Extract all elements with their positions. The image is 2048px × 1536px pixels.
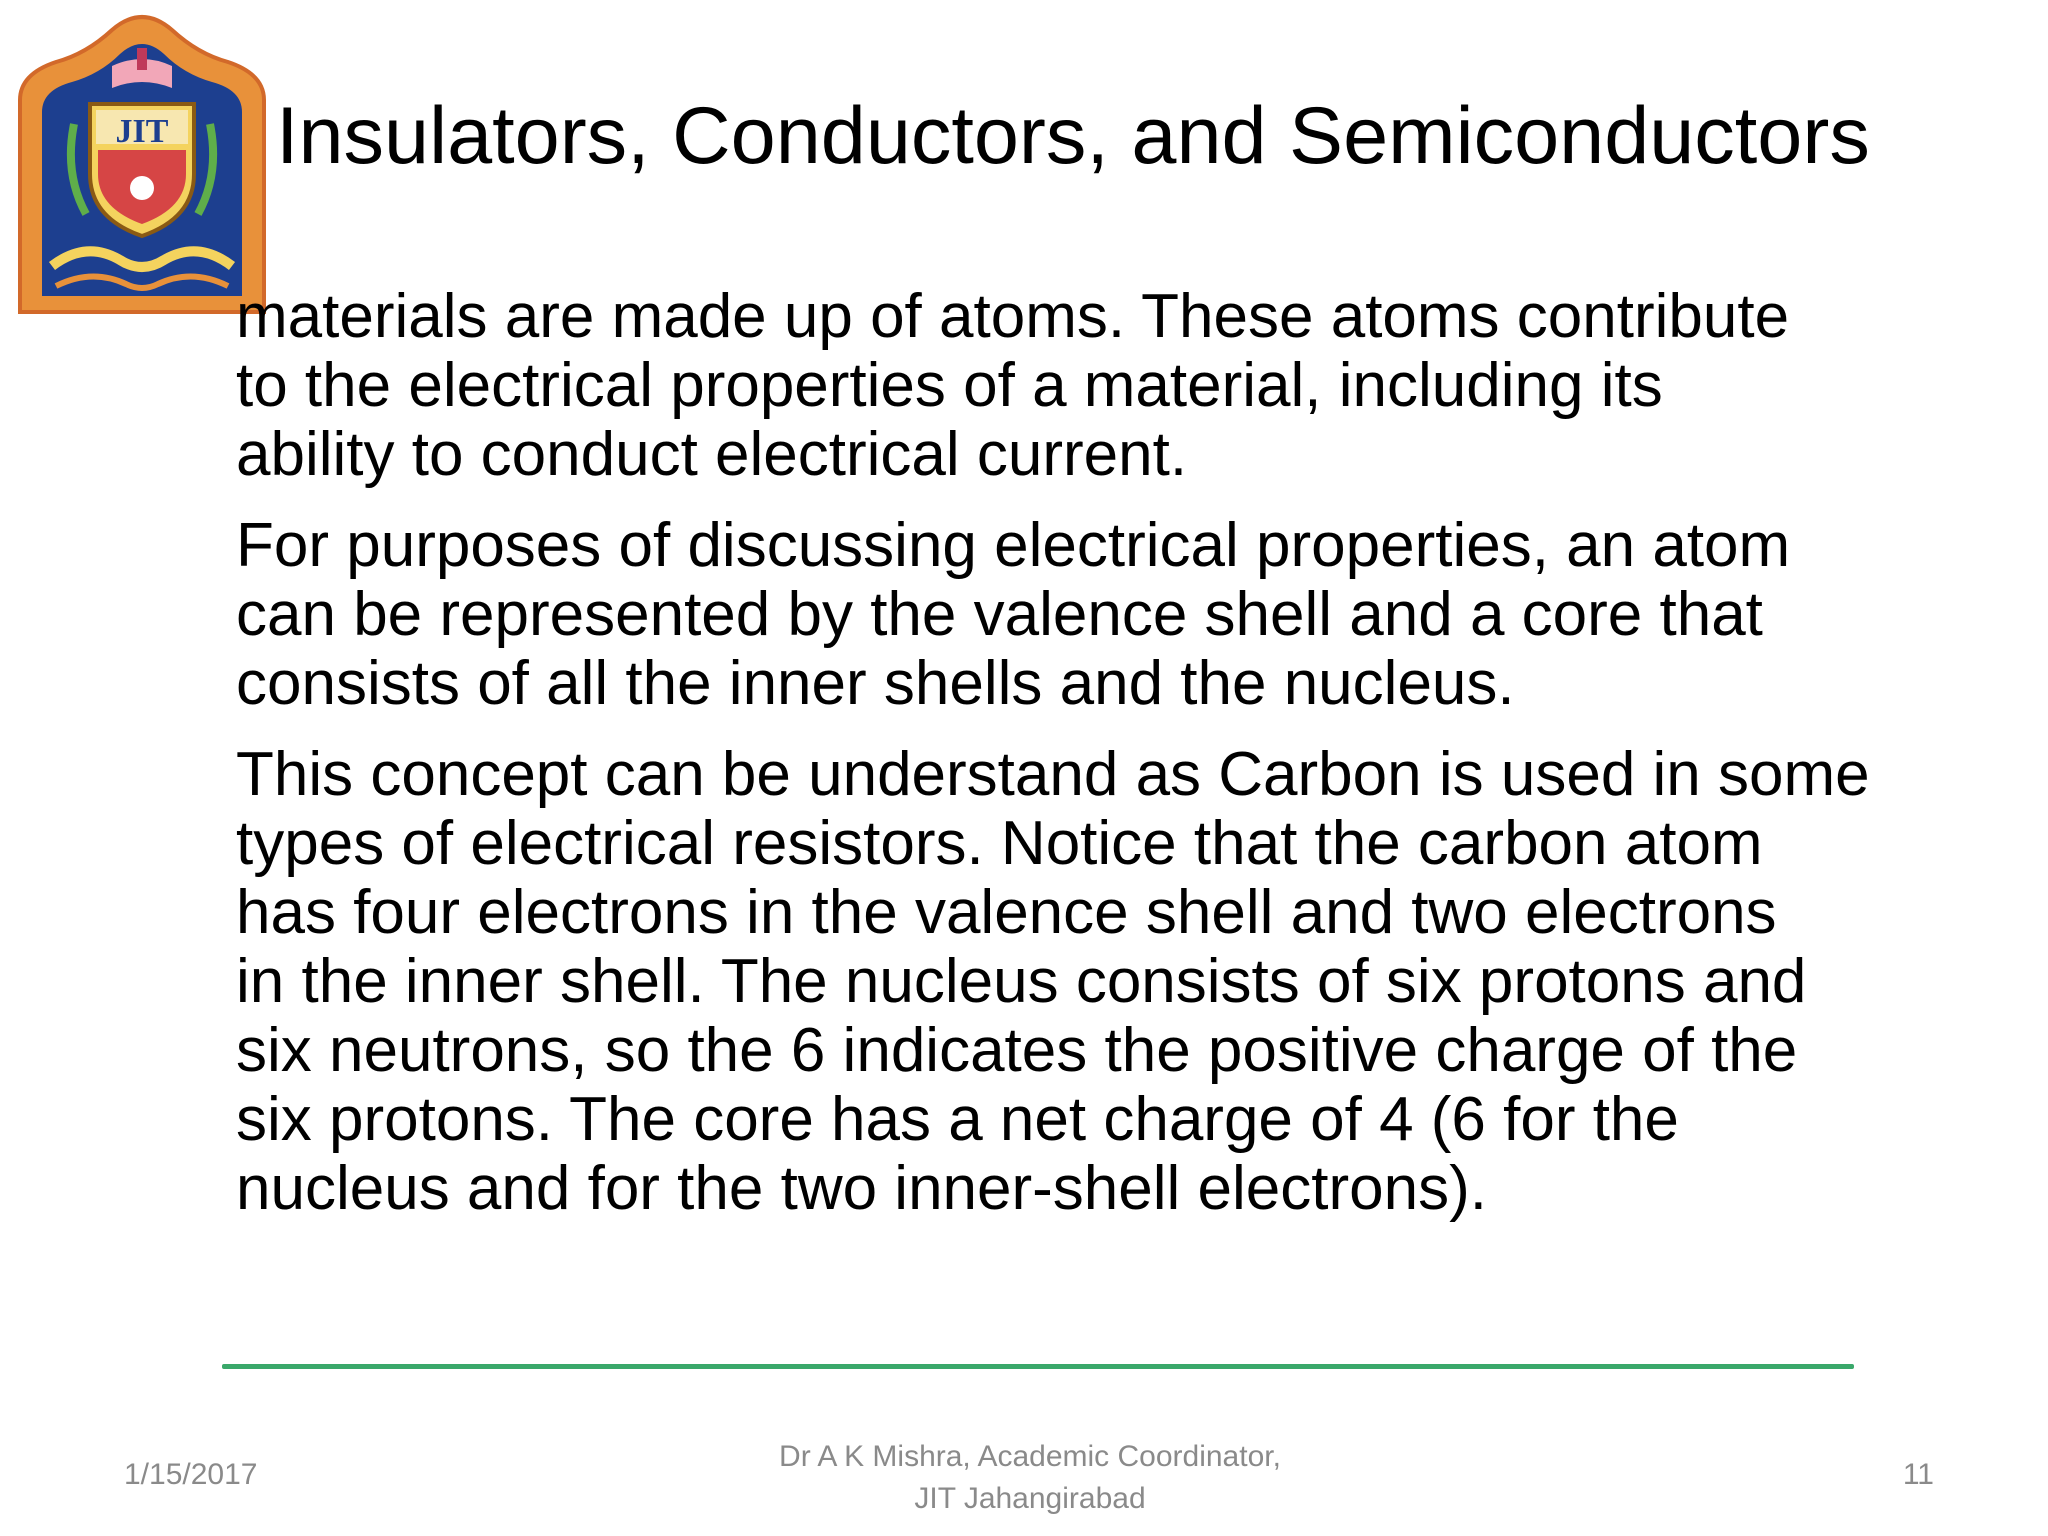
text-line: consists of all the inner shells and the nucleus. <box>236 649 1515 718</box>
footer-author <box>700 1436 1360 1520</box>
text-line: in the inner shell. The nucleus consists of six protons and <box>236 947 1807 1016</box>
text-line: six neutrons, so the 6 indicates the positive charge of the <box>236 1016 1798 1085</box>
footer-author-line: JIT Jahangirabad <box>914 1482 1146 1515</box>
slide-body <box>236 282 1936 1245</box>
paragraph-carbon <box>236 740 1936 1223</box>
text-line: six protons. The core has a net charge of 4 (6 for the <box>236 1085 1679 1154</box>
text-line: can be represented by the valence shell and a core that <box>236 580 1763 649</box>
text-line: ability to conduct electrical current. <box>236 420 1188 489</box>
text-line: to the electrical properties of a material, including its <box>236 351 1663 420</box>
text-line: types of electrical resistors. Notice that the carbon atom <box>236 809 1763 878</box>
text-line: has four electrons in the valence shell and two electrons <box>236 878 1777 947</box>
text-line: This concept can be understand as Carbon is used in some <box>236 740 1870 809</box>
footer-divider <box>222 1364 1854 1369</box>
slide-number: 11 <box>1902 1458 1934 1491</box>
footer-author-line: Dr A K Mishra, Academic Coordinator, <box>779 1440 1281 1473</box>
svg-text:JIT: JIT <box>115 113 169 150</box>
text-line: materials are made up of atoms. These atoms contribute <box>236 282 1790 351</box>
text-line: For purposes of discussing electrical properties, an atom <box>236 511 1791 580</box>
text-line: nucleus and for the two inner-shell electrons). <box>236 1154 1487 1223</box>
footer-date: 1/15/2017 <box>124 1458 258 1491</box>
slide-title: Insulators, Conductors, and Semiconductors <box>276 91 1870 181</box>
jit-college-crest-icon <box>16 4 268 316</box>
paragraph-valence-shell <box>236 511 1936 718</box>
paragraph-atoms <box>236 282 1936 489</box>
